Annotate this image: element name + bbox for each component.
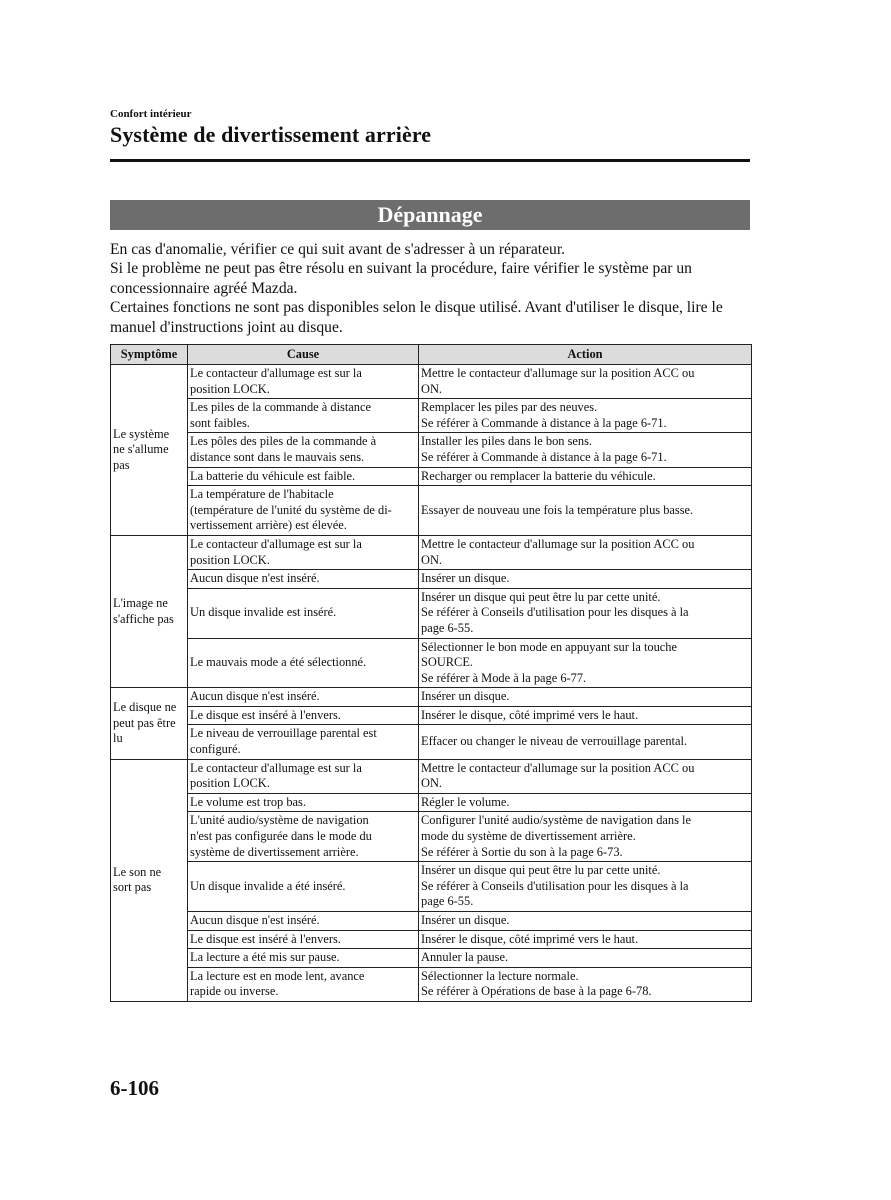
symptom-text: Le son ne — [113, 864, 162, 879]
cause-cell — [188, 949, 419, 968]
action-text: Mettre le contacteur d'allumage sur la position ACC ou — [421, 366, 695, 380]
symptom-cell — [111, 365, 188, 536]
table-row — [111, 862, 752, 912]
table-row — [111, 688, 752, 707]
cause-text: Aucun disque n'est inséré. — [190, 689, 320, 704]
symptom-text: sort pas — [113, 880, 152, 895]
cause-text: La température de l'habitacle — [190, 487, 334, 502]
cause-text: position LOCK. — [190, 776, 270, 791]
table-row — [111, 793, 752, 812]
cause-cell — [188, 399, 419, 433]
action-cell — [419, 535, 752, 569]
intro-paragraph: En cas d'anomalie, vérifier ce qui suit avant de s'adresser à un réparateur. — [110, 241, 566, 258]
cause-text: (température de l'unité du système de di- — [190, 502, 392, 517]
symptom-cell — [111, 535, 188, 687]
action-text: page 6-55. — [421, 620, 474, 635]
table-row — [111, 812, 752, 862]
action-text: Configurer l'unité audio/système de navigation dans le — [421, 813, 691, 828]
cause-text: La lecture est en mode lent, avance — [190, 968, 365, 983]
table-row — [111, 535, 752, 569]
cause-text: Aucun disque n'est inséré. — [190, 913, 320, 927]
cause-text: distance sont dans le mauvais sens. — [190, 449, 365, 464]
cause-cell — [188, 588, 419, 638]
action-text: Se référer à Commande à distance à la page 6-71. — [421, 449, 667, 464]
cause-cell — [188, 912, 419, 931]
action-text: Mettre le contacteur d'allumage sur la position ACC ou — [421, 536, 695, 551]
action-text: page 6-55. — [421, 894, 474, 909]
symptom-text: peut pas être — [113, 715, 176, 730]
table-row — [111, 967, 752, 1001]
cause-text: rapide ou inverse. — [190, 984, 279, 999]
action-text: Insérer un disque qui peut être lu par cette unité. — [421, 589, 661, 604]
action-text: ON. — [421, 552, 442, 567]
cause-text: Le mauvais mode a été sélectionné. — [190, 655, 367, 670]
cause-text: Aucun disque n'est inséré. — [190, 571, 320, 586]
action-cell — [419, 467, 752, 486]
action-text: SOURCE. — [421, 655, 473, 670]
action-cell — [419, 812, 752, 862]
cause-text: Le contacteur d'allumage est sur la — [190, 536, 362, 551]
action-cell — [419, 759, 752, 793]
table-row — [111, 638, 752, 688]
cause-cell — [188, 862, 419, 912]
table-row — [111, 365, 752, 399]
cause-cell — [188, 793, 419, 812]
action-text: Essayer de nouveau une fois la température plus basse. — [421, 502, 694, 517]
action-cell — [419, 688, 752, 707]
table-row — [111, 949, 752, 968]
cause-cell — [188, 433, 419, 467]
action-text: Installer les piles dans le bon sens. — [421, 434, 593, 449]
action-text: Mettre le contacteur d'allumage sur la position ACC ou — [421, 760, 695, 775]
symptom-cell — [111, 759, 188, 1001]
table-row — [111, 433, 752, 467]
table-row — [111, 759, 752, 793]
action-text: Recharger ou remplacer la batterie du véhicule. — [421, 468, 656, 483]
action-cell — [419, 706, 752, 725]
header-symptom: Symptôme — [111, 345, 188, 365]
action-cell — [419, 638, 752, 688]
action-cell — [419, 862, 752, 912]
action-text: Insérer un disque. — [421, 913, 510, 927]
action-text: Se référer à Conseils d'utilisation pour les disques à la — [421, 605, 689, 620]
action-text: Régler le volume. — [421, 794, 510, 809]
cause-text: Le disque est inséré à l'envers. — [190, 931, 341, 946]
table-row — [111, 570, 752, 589]
action-cell — [419, 967, 752, 1001]
cause-cell — [188, 967, 419, 1001]
cause-text: configuré. — [190, 742, 241, 757]
cause-text: L'unité audio/système de navigation — [190, 813, 369, 828]
table-row — [111, 725, 752, 759]
cause-text: Le disque est inséré à l'envers. — [190, 707, 341, 722]
cause-cell — [188, 688, 419, 707]
cause-cell — [188, 930, 419, 949]
troubleshooting-table — [110, 344, 752, 1002]
action-cell — [419, 570, 752, 589]
action-text: mode du système de divertissement arrière. — [421, 829, 636, 844]
action-cell — [419, 486, 752, 536]
cause-text: n'est pas configurée dans le mode du — [190, 829, 372, 844]
symptom-text: L'image ne — [113, 596, 168, 611]
title-rule — [110, 159, 750, 162]
action-text: ON. — [421, 381, 442, 396]
action-cell — [419, 725, 752, 759]
action-text: Se référer à Conseils d'utilisation pour les disques à la — [421, 878, 689, 893]
action-text: Insérer un disque. — [421, 689, 510, 704]
action-text: Annuler la pause. — [421, 950, 509, 965]
action-cell — [419, 399, 752, 433]
action-text: Se référer à Sortie du son à la page 6-73. — [421, 844, 623, 859]
symptom-text: Le disque ne — [113, 700, 177, 715]
cause-text: Les pôles des piles de la commande à — [190, 434, 377, 449]
action-text: Sélectionner le bon mode en appuyant sur la touche — [421, 639, 677, 654]
action-cell — [419, 793, 752, 812]
cause-cell — [188, 486, 419, 536]
symptom-text: lu — [113, 731, 123, 746]
action-text: Insérer le disque, côté imprimé vers le haut. — [421, 707, 639, 722]
action-text: Insérer le disque, côté imprimé vers le haut. — [421, 931, 639, 946]
action-cell — [419, 433, 752, 467]
cause-cell — [188, 725, 419, 759]
cause-cell — [188, 570, 419, 589]
header-cause: Cause — [188, 345, 419, 365]
action-text: Remplacer les piles par des neuves. — [421, 400, 598, 415]
cause-text: système de divertissement arrière. — [190, 844, 359, 859]
cause-cell — [188, 535, 419, 569]
action-text: Insérer un disque. — [421, 571, 510, 586]
table-row — [111, 706, 752, 725]
cause-text: Le volume est trop bas. — [190, 794, 306, 809]
symptom-text: s'affiche pas — [113, 611, 174, 626]
table-row — [111, 912, 752, 931]
symptom-text: ne s'allume — [113, 442, 169, 457]
action-text: Se référer à Mode à la page 6-77. — [421, 670, 587, 685]
section-banner: Dépannage — [110, 200, 750, 230]
cause-text: Les piles de la commande à distance — [190, 400, 371, 415]
cause-text: vertissement arrière) est élevée. — [190, 518, 347, 533]
intro-text — [110, 240, 760, 337]
cause-text: Le contacteur d'allumage est sur la — [190, 366, 362, 380]
action-cell — [419, 930, 752, 949]
symptom-text: pas — [113, 457, 130, 472]
action-text: Effacer ou changer le niveau de verrouillage parental. — [421, 734, 688, 749]
cause-text: position LOCK. — [190, 381, 270, 396]
action-cell — [419, 588, 752, 638]
intro-paragraph: Si le problème ne peut pas être résolu en suivant la procédure, faire vérifier le système par un concessionnaire agréé Mazda. — [110, 260, 692, 297]
section-label: Confort intérieur — [110, 108, 192, 120]
cause-cell — [188, 467, 419, 486]
table-body — [111, 365, 752, 1002]
action-cell — [419, 949, 752, 968]
cause-cell — [188, 706, 419, 725]
action-text: Insérer un disque qui peut être lu par cette unité. — [421, 863, 661, 878]
cause-text: Un disque invalide a été inséré. — [190, 878, 346, 893]
cause-cell — [188, 812, 419, 862]
cause-text: La batterie du véhicule est faible. — [190, 468, 356, 483]
cause-text: Le contacteur d'allumage est sur la — [190, 760, 362, 775]
table-row — [111, 399, 752, 433]
cause-cell — [188, 638, 419, 688]
symptom-cell — [111, 688, 188, 759]
action-cell — [419, 365, 752, 399]
table-row — [111, 588, 752, 638]
action-text: ON. — [421, 776, 442, 791]
table-row — [111, 930, 752, 949]
action-cell — [419, 912, 752, 931]
table-header-row — [111, 345, 752, 365]
action-text: Se référer à Opérations de base à la page 6-78. — [421, 984, 652, 999]
action-text: Sélectionner la lecture normale. — [421, 968, 579, 983]
table-row — [111, 486, 752, 536]
cause-text: La lecture a été mis sur pause. — [190, 950, 340, 965]
cause-text: position LOCK. — [190, 552, 270, 567]
cause-text: Le niveau de verrouillage parental est — [190, 726, 377, 741]
table-row — [111, 467, 752, 486]
page-number: 6-106 — [110, 1076, 159, 1100]
cause-cell — [188, 759, 419, 793]
cause-cell — [188, 365, 419, 399]
action-text: Se référer à Commande à distance à la page 6-71. — [421, 415, 667, 430]
symptom-text: Le système — [113, 426, 170, 441]
cause-text: Un disque invalide est inséré. — [190, 605, 337, 620]
intro-paragraph: Certaines fonctions ne sont pas disponibles selon le disque utilisé. Avant d'utiliser le disque, lire le manuel d'instructions joint au disque. — [110, 299, 723, 336]
header-action: Action — [419, 345, 752, 365]
chapter-title: Système de divertissement arrière — [110, 122, 432, 147]
cause-text: sont faibles. — [190, 415, 250, 430]
